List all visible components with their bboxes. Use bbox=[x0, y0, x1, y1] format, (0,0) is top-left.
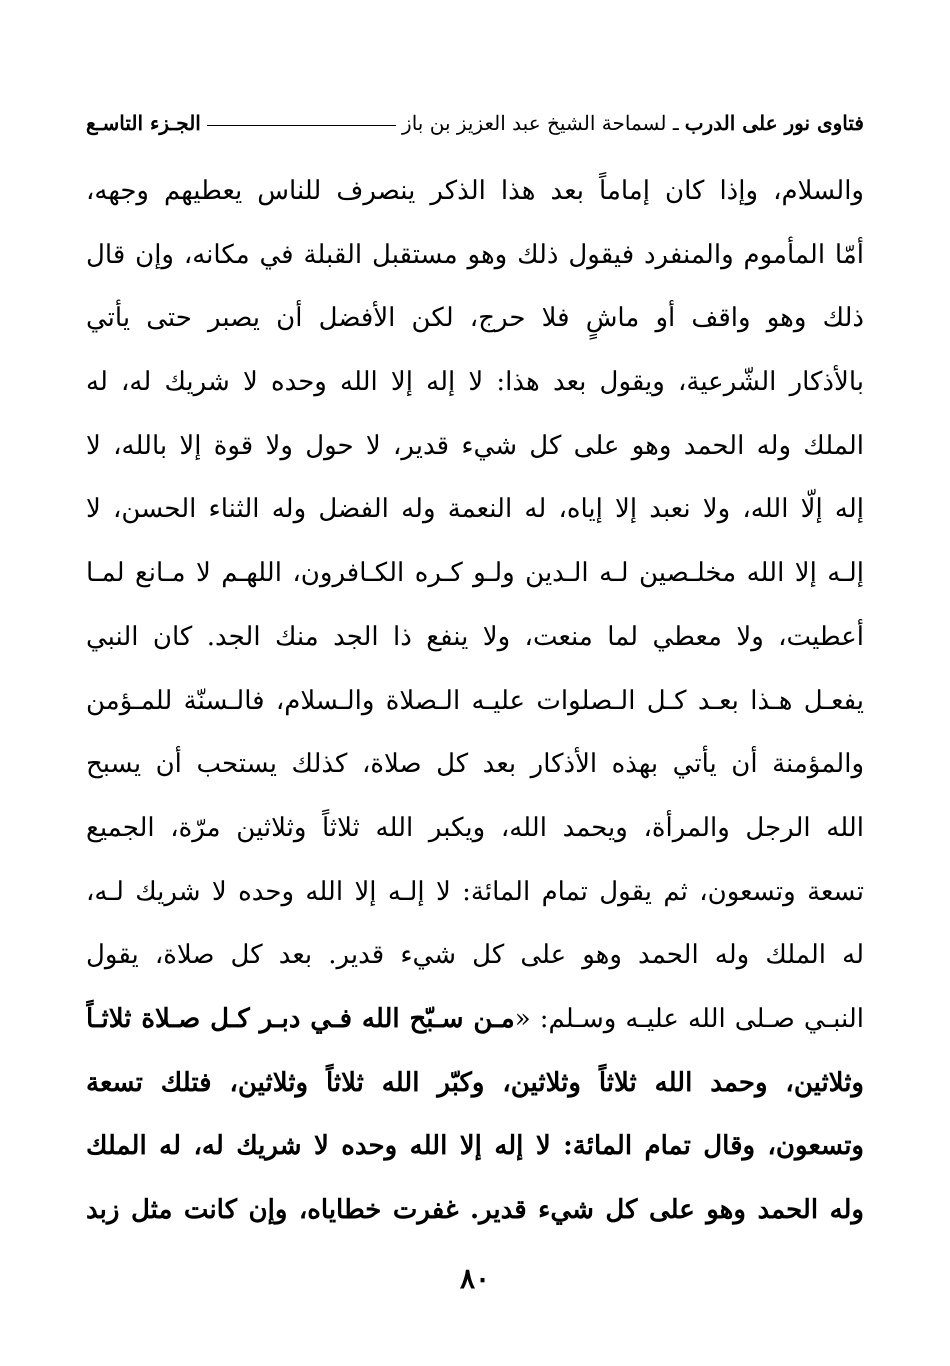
text-line bbox=[86, 224, 864, 288]
text-line bbox=[86, 670, 864, 734]
hadith-quote: وتسعون، وقال تمام المائة: لا إله إلا الله وحده لا شريك له، له الملك bbox=[86, 1131, 864, 1162]
line-text: أعطيت، ولا معطي لما منعت، ولا ينفع ذا الجد منك الجد. كان النبي bbox=[86, 621, 864, 652]
text-line bbox=[86, 351, 864, 415]
hadith-quote: مـن سـبّح الله فـي دبـر كـل صـلاة ثلاثـاً bbox=[86, 1003, 515, 1034]
line-text: والسلام، وإذا كان إماماً بعد هذا الذكر ينصرف للناس يعطيهم وجهه، bbox=[86, 176, 864, 206]
header-rule bbox=[207, 125, 396, 126]
text-line bbox=[86, 924, 864, 988]
text-line bbox=[86, 606, 864, 670]
line-text: والمؤمنة أن يأتي بهذه الأذكار بعد كل صلاة، كذلك يستحب أن يسبح bbox=[86, 749, 864, 780]
text-line bbox=[86, 1115, 864, 1179]
line-text: له الملك وله الحمد وهو على كل شيء قدير. بعد كل صلاة، يقول bbox=[86, 940, 864, 971]
line-text: الملك وله الحمد وهو على كل شيء قدير، لا حول ولا قوة إلا بالله، لا bbox=[86, 430, 864, 461]
line-text: النبـي صـلى الله عليـه وسـلم: « bbox=[514, 1003, 864, 1034]
text-line bbox=[86, 797, 864, 861]
page-number: ٨٠ bbox=[459, 1262, 491, 1295]
text-line bbox=[86, 478, 864, 542]
text-line bbox=[86, 542, 864, 606]
volume-label: الجـزء التاسـع bbox=[86, 111, 201, 135]
line-text: بالأذكار الشّرعية، ويقول بعد هذا: لا إله إلا الله وحده لا شريك له، له bbox=[86, 367, 864, 398]
hadith-quote: وله الحمد وهو على كل شيء قدير. غفرت خطاياه، وإن كانت مثل زبد bbox=[86, 1195, 864, 1225]
line-text: الله الرجل والمرأة، ويحمد الله، ويكبر الله ثلاثاً وثلاثين مرّة، الجميع bbox=[86, 812, 864, 843]
body-text bbox=[86, 160, 864, 1243]
text-line bbox=[86, 1052, 864, 1116]
running-header bbox=[86, 106, 864, 140]
author-line: ـ لسماحة الشيخ عبد العزيز بن باز bbox=[402, 111, 679, 135]
text-line bbox=[86, 988, 864, 1052]
text-line bbox=[86, 415, 864, 479]
line-text: ذلك وهو واقف أو ماشٍ فلا حرج، لكن الأفضل أن يصبر حتى يأتي bbox=[86, 303, 864, 334]
line-text: يفعـل هـذا بعـد كـل الـصلوات عليـه الـصلاة والـسلام، فالـسنّة للمـؤمن bbox=[86, 685, 864, 716]
line-text: أمّا المأموم والمنفرد فيقول ذلك وهو مستقبل القبلة في مكانه، وإن قال bbox=[86, 239, 864, 270]
text-line bbox=[86, 160, 864, 224]
hadith-quote: وثلاثين، وحمد الله ثلاثاً وثلاثين، وكبّر الله ثلاثاً وثلاثين، فتلك تسعة bbox=[86, 1067, 864, 1098]
line-text: إله إلّا الله، ولا نعبد إلا إياه، له النعمة وله الفضل وله الثناء الحسن، لا bbox=[86, 494, 864, 525]
line-text: إلـه إلا الله مخلـصين لـه الـدين ولـو كـره الكـافرون، اللهـم لا مـانع لمـا bbox=[86, 558, 864, 589]
text-line bbox=[86, 1179, 864, 1243]
text-line bbox=[86, 861, 864, 925]
text-line bbox=[86, 733, 864, 797]
text-line bbox=[86, 287, 864, 351]
book-title: فتاوى نور على الدرب bbox=[684, 111, 864, 135]
line-text: تسعة وتسعون، ثم يقول تمام المائة: لا إلـه إلا الله وحده لا شريك لـه، bbox=[86, 876, 864, 907]
